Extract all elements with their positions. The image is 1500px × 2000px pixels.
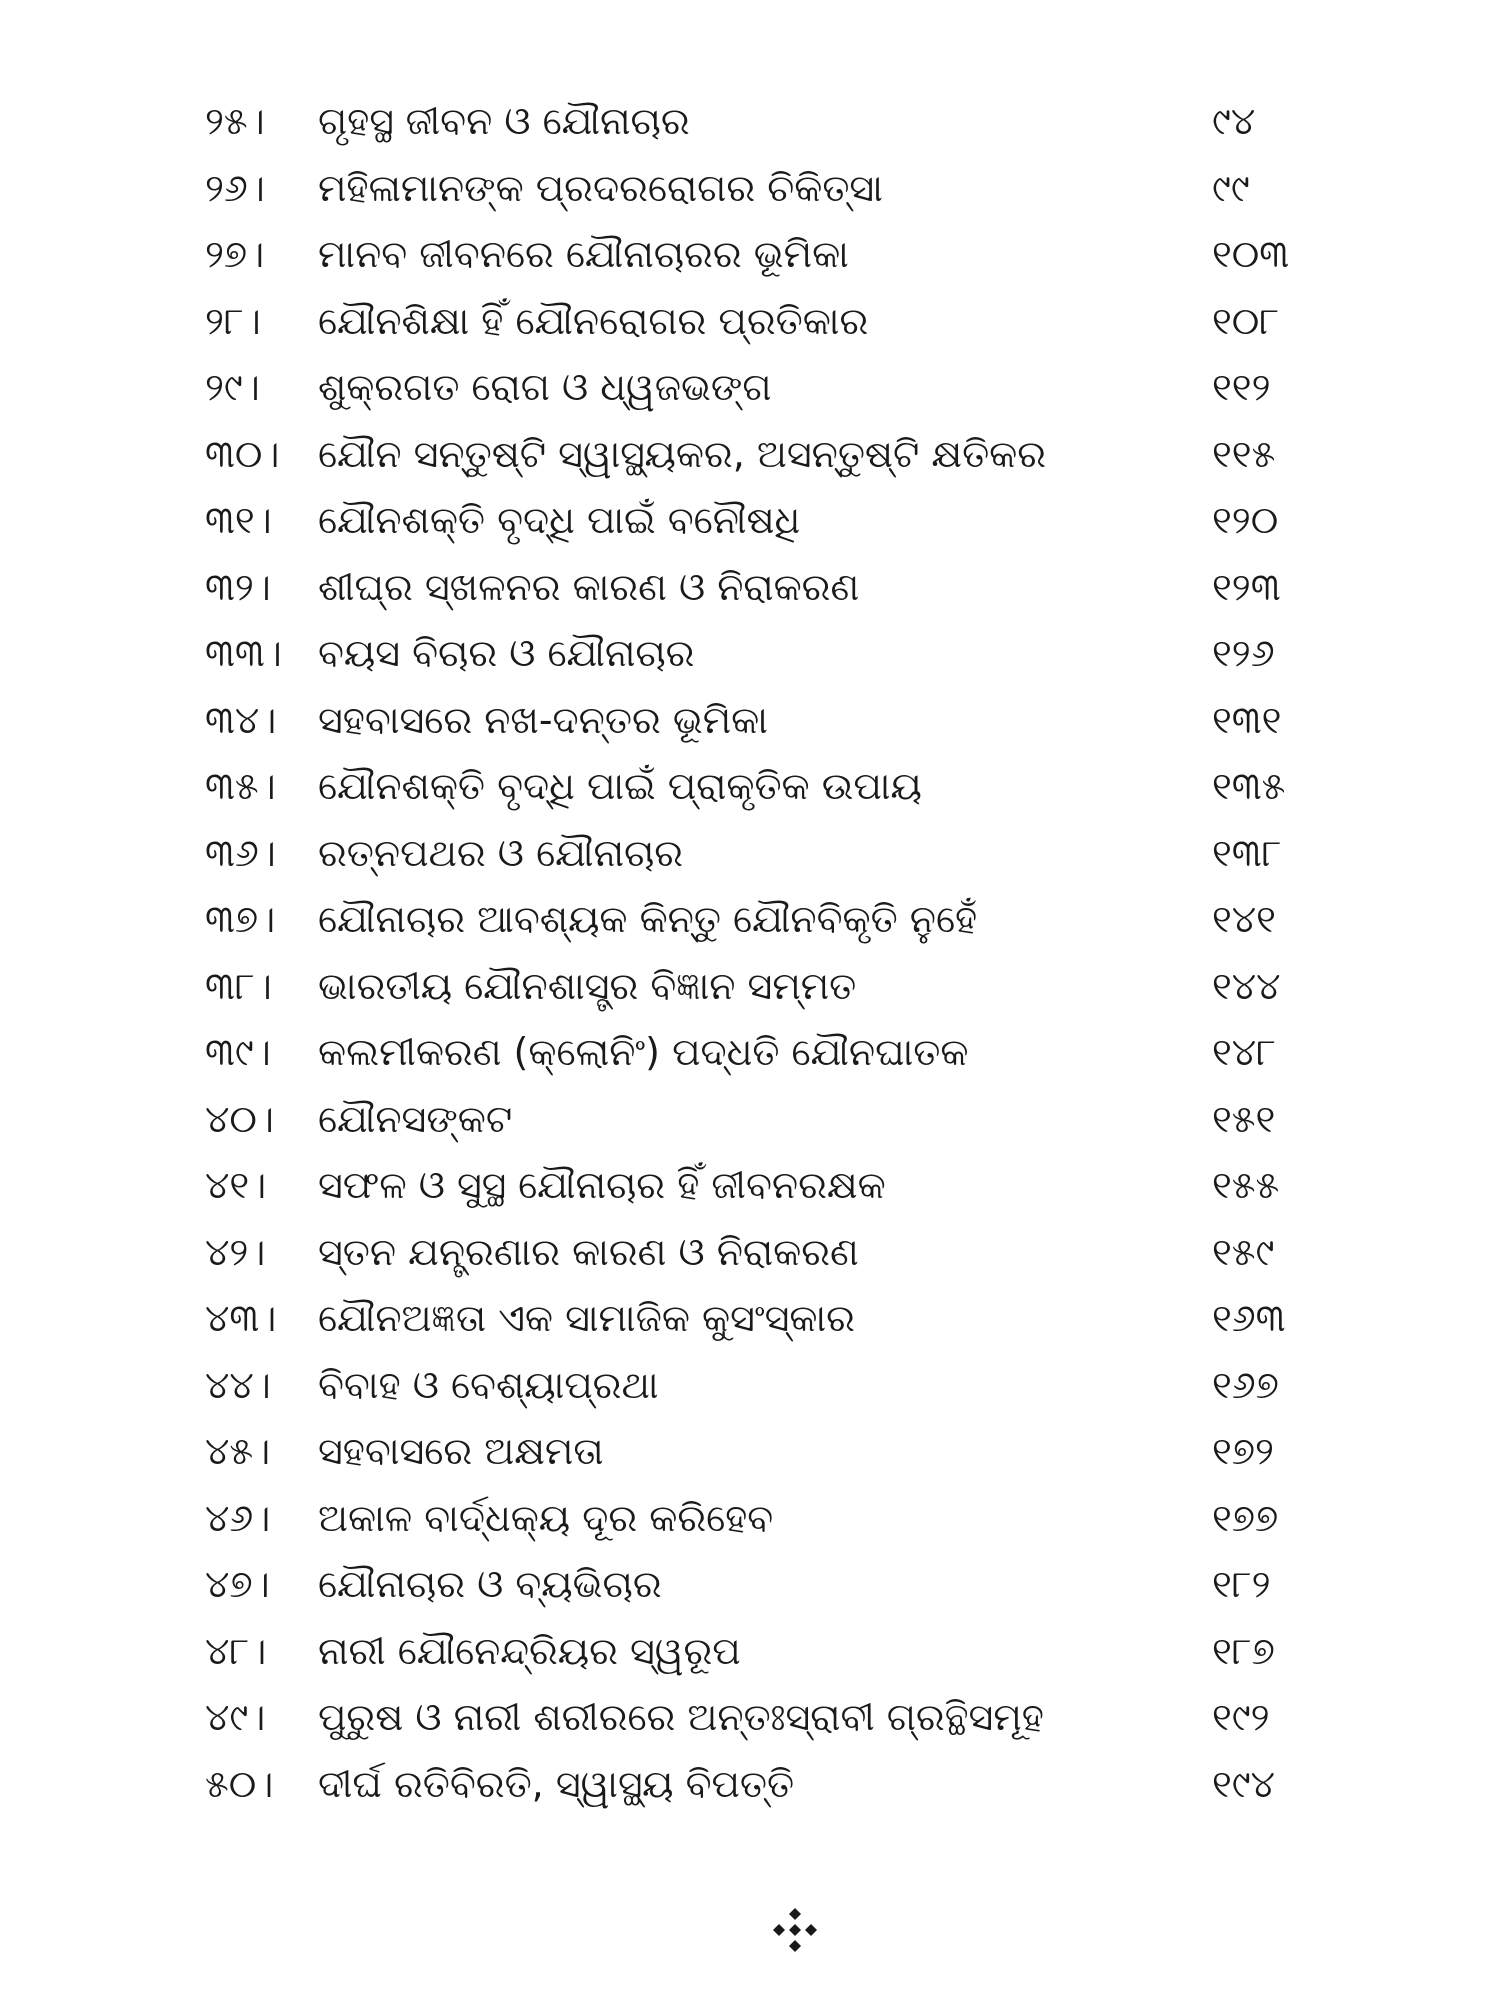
entry-number: ୫୦।: [205, 1761, 274, 1806]
toc-entry: [0, 1352, 1500, 1419]
entry-title: ଶୁକ୍ରଗତ ରୋଗ ଓ ଧ୍ୱଜଭଙ୍ଗ: [318, 365, 772, 409]
entry-number: ୩୫।: [205, 764, 276, 808]
entry-title: ଭାରତୀୟ ଯୌନଶାସ୍ତ୍ର ବିଜ୍ଞାନ ସମ୍ମତ: [318, 963, 857, 1008]
entry-title: ଯୌନଅଜ୍ଞତା ଏକ ସାମାଜିକ କୁସଂସ୍କାର: [318, 1296, 855, 1340]
entry-number: ୩୦।: [205, 431, 280, 476]
toc-entry: [0, 1618, 1500, 1685]
entry-number: ୪୩।: [205, 1296, 277, 1340]
entry-number: ୨୯।: [205, 365, 260, 409]
entry-title: ଯୌନଶକ୍ତି ବୃଦ୍ଧି ପାଇଁ ବନୌଷଧି: [318, 498, 801, 542]
entry-title: ମାନବ ଜୀବନରେ ଯୌନାଚାରର ଭୂମିକା: [318, 232, 849, 276]
entry-page: ୯୪: [1212, 99, 1256, 143]
toc-entry: [0, 820, 1500, 887]
entry-number: ୪୮।: [205, 1628, 267, 1673]
entry-page: ୧୨୬: [1212, 631, 1275, 675]
entry-title: ସହବାସରେ ନଖ-ଦନ୍ତର ଭୂମିକା: [318, 697, 768, 742]
entry-page: ୧୯୨: [1212, 1695, 1270, 1739]
toc-entry: [0, 1285, 1500, 1352]
entry-number: ୩୧।: [205, 498, 272, 542]
entry-title: କଲମୀକରଣ (କ୍ଲୋନିଂ) ପଦ୍ଧତି ଯୌନଘାତକ: [318, 1030, 969, 1074]
toc-entry: [0, 687, 1500, 754]
entry-title: ଦୀର୍ଘ ରତିବିରତି, ସ୍ୱାସ୍ଥ୍ୟ ବିପତ୍ତି: [318, 1761, 795, 1806]
entry-page: ୧୪୮: [1212, 1030, 1276, 1074]
toc-entry: [0, 421, 1500, 488]
entry-title: ସଫଳ ଓ ସୁସ୍ଥ ଯୌନାଚାର ହିଁ ଜୀବନରକ୍ଷକ: [318, 1163, 886, 1207]
entry-number: ୪୪।: [205, 1362, 271, 1407]
entry-page: ୧୪୪: [1212, 963, 1281, 1008]
entry-page: ୧୬୩: [1212, 1296, 1286, 1340]
entry-number: ୩୩।: [205, 631, 282, 675]
toc-entry: [0, 886, 1500, 953]
toc-entry: [0, 1751, 1500, 1818]
entry-title: ପୁରୁଷ ଓ ନାରୀ ଶରୀରରେ ଅନ୍ତଃସ୍ରାବୀ ଗ୍ରନ୍ଥିସମୂହ: [318, 1695, 1044, 1739]
entry-page: ୧୫୧: [1212, 1096, 1276, 1141]
toc-entry: [0, 155, 1500, 222]
entry-page: ୧୮୨: [1212, 1562, 1271, 1606]
entry-page: ୧୩୫: [1212, 764, 1286, 808]
toc-entry: [0, 554, 1500, 621]
entry-number: ୩୯।: [205, 1030, 271, 1074]
entry-number: ୨୫।: [205, 99, 265, 143]
entry-title: ଶୀଘ୍ର ସ୍ଖଳନର କାରଣ ଓ ନିରାକରଣ: [318, 564, 860, 609]
entry-number: ୨୮।: [205, 298, 261, 343]
entry-page: ୧୭୨: [1212, 1429, 1274, 1473]
entry-page: ୧୮୭: [1212, 1628, 1275, 1673]
entry-number: ୩୨।: [205, 564, 271, 609]
entry-page: ୧୨୩: [1212, 564, 1281, 609]
entry-title: ଯୌନଶକ୍ତି ବୃଦ୍ଧି ପାଇଁ ପ୍ରାକୃତିକ ଉପାୟ: [318, 764, 922, 808]
entry-title: ସ୍ତନ ଯନ୍ତ୍ରଣାର କାରଣ ଓ ନିରାକରଣ: [318, 1229, 859, 1274]
entry-page: ୯୯: [1212, 165, 1250, 210]
toc-entry: [0, 953, 1500, 1020]
entry-page: ୧୧୨: [1212, 365, 1271, 409]
entry-title: ଯୌନଶିକ୍ଷା ହିଁ ଯୌନରୋଗର ପ୍ରତିକାର: [318, 298, 869, 343]
entry-number: ୪୨।: [205, 1229, 266, 1274]
entry-number: ୩୪।: [205, 697, 277, 742]
toc-entry: [0, 1485, 1500, 1552]
entry-page: ୧୦୮: [1212, 298, 1280, 343]
entry-title: ମହିଳାମାନଙ୍କ ପ୍ରଦରରୋଗର ଚିକିତ୍ସା: [318, 165, 883, 210]
entry-number: ୪୫।: [205, 1429, 271, 1473]
entry-page: ୧୫୫: [1212, 1163, 1280, 1207]
table-of-contents: [0, 88, 1500, 1817]
entry-number: ୪୬।: [205, 1495, 271, 1540]
entry-page: ୧୬୭: [1212, 1362, 1279, 1407]
entry-page: ୧୧୫: [1212, 431, 1276, 476]
entry-title: ସହବାସରେ ଅକ୍ଷମତା: [318, 1429, 604, 1473]
toc-entry: [0, 487, 1500, 554]
entry-page: ୧୩୧: [1212, 697, 1282, 742]
entry-title: ବିବାହ ଓ ବେଶ୍ୟାପ୍ରଥା: [318, 1362, 659, 1407]
entry-title: ଗୃହସ୍ଥ ଜୀବନ ଓ ଯୌନାଚାର: [318, 99, 690, 143]
toc-entry: [0, 1086, 1500, 1153]
entry-number: ୨୬।: [205, 165, 265, 210]
toc-entry: [0, 620, 1500, 687]
entry-title: ଯୌନାଚାର ଆବଶ୍ୟକ କିନ୍ତୁ ଯୌନବିକୃତି ନୁହେଁ: [318, 897, 978, 941]
entry-title: ବୟସ ବିଚାର ଓ ଯୌନାଚାର: [318, 631, 695, 675]
toc-entry: [0, 1418, 1500, 1485]
entry-title: ଯୌନ ସନ୍ତୁଷ୍ଟି ସ୍ୱାସ୍ଥ୍ୟକର, ଅସନ୍ତୁଷ୍ଟି କ୍ଷତିକର: [318, 431, 1047, 476]
toc-entry: [0, 1152, 1500, 1219]
entry-title: ଯୌନାଚାର ଓ ବ୍ୟଭିଚାର: [318, 1562, 662, 1606]
toc-entry: [0, 1219, 1500, 1286]
entry-number: ୪୧।: [205, 1163, 267, 1207]
toc-entry: [0, 88, 1500, 155]
entry-title: ଯୌନସଙ୍କଟ: [318, 1096, 513, 1141]
entry-number: ୨୭।: [205, 232, 265, 276]
toc-entry: [0, 1684, 1500, 1751]
entry-number: ୩୭।: [205, 897, 276, 941]
toc-entry: [0, 1019, 1500, 1086]
toc-entry: [0, 1551, 1500, 1618]
entry-page: ୧୫୯: [1212, 1229, 1275, 1274]
entry-page: ୧୯୪: [1212, 1761, 1276, 1806]
toc-entry: [0, 354, 1500, 421]
entry-page: ୧୦୩: [1212, 232, 1290, 276]
entry-page: ୧୪୧: [1212, 897, 1276, 941]
entry-title: ନାରୀ ଯୌନେନ୍ଦ୍ରିୟର ସ୍ୱରୂପ: [318, 1628, 741, 1673]
entry-title: ଅକାଳ ବାର୍ଦ୍ଧକ୍ୟ ଦୂର କରିହେବ: [318, 1495, 774, 1540]
entry-page: ୧୨୦: [1212, 498, 1279, 542]
toc-entry: [0, 753, 1500, 820]
entry-page: ୧୭୭: [1212, 1495, 1279, 1540]
entry-number: ୪୦।: [205, 1096, 274, 1141]
entry-number: ୪୭।: [205, 1562, 270, 1606]
entry-number: ୪୯।: [205, 1695, 266, 1739]
entry-number: ୩୬।: [205, 830, 276, 875]
diamond-ornament-icon: [770, 1905, 820, 1955]
toc-entry: [0, 221, 1500, 288]
toc-entry: [0, 288, 1500, 355]
entry-number: ୩୮।: [205, 963, 272, 1008]
entry-page: ୧୩୮: [1212, 830, 1282, 875]
entry-title: ରତ୍ନପଥର ଓ ଯୌନାଚାର: [318, 830, 684, 875]
